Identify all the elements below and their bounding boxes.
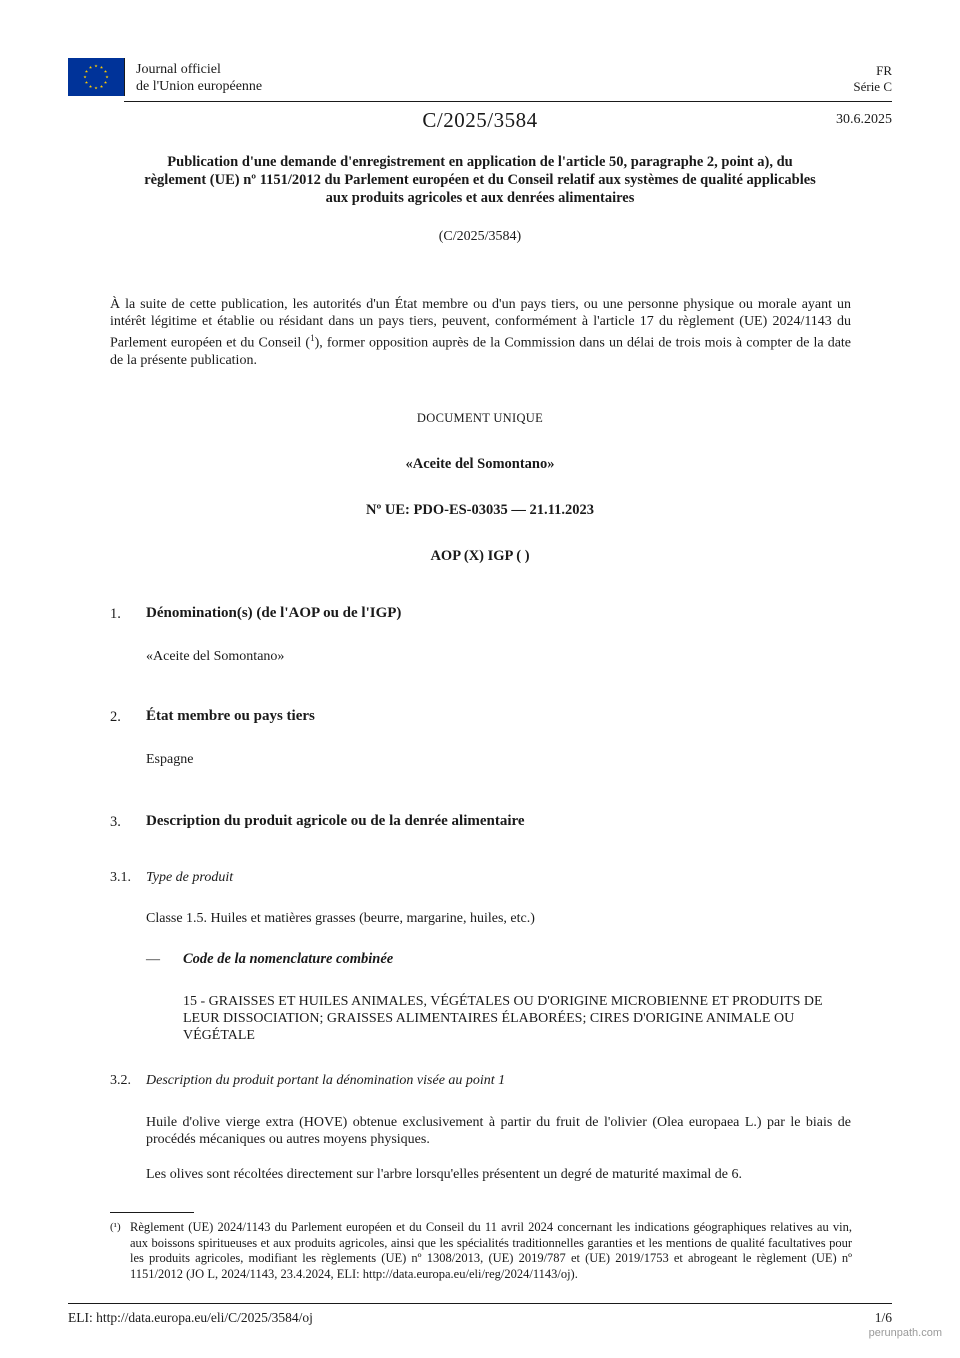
masthead-divider <box>124 58 125 96</box>
section-3-2-title: Description du produit portant la dénomination visée au point 1 <box>146 1073 506 1088</box>
section-2-title: État membre ou pays tiers <box>146 708 315 724</box>
language-code: FR <box>876 63 892 78</box>
section-1-number: 1. <box>110 606 121 622</box>
eu-flag-icon <box>68 58 124 96</box>
watermark: perunpath.com <box>868 1327 942 1339</box>
intro-text-2: ), former opposition auprès de la Commission dans un délai de trois mois à compter de la date de la présente publication. <box>110 335 852 368</box>
publication-title: Publication d'une demande d'enregistrement en application de l'article 50, paragraphe 2, point a), du règlement (UE) nº 1151/2012 du Parlement européen et du Conseil relatif aux systèmes de qualité applicables aux produits agricoles et aux denrées alimentaires <box>144 154 816 206</box>
section-3-1-title: Type de produit <box>146 870 234 885</box>
section-3-number: 3. <box>110 814 121 830</box>
series-label: Série C <box>853 79 892 94</box>
document-number: C/2025/3584 <box>422 108 538 132</box>
eli-link[interactable]: ELI: http://data.europa.eu/eli/C/2025/3584/oj <box>68 1310 313 1325</box>
document-unique-heading: DOCUMENT UNIQUE <box>416 411 544 425</box>
journal-line-2: de l'Union européenne <box>136 79 263 94</box>
product-name: «Aceite del Somontano» <box>405 456 555 472</box>
list-dash: — <box>146 952 160 967</box>
section-1-body: «Aceite del Somontano» <box>146 649 285 664</box>
intro-paragraph <box>110 296 851 369</box>
footnote-ref-link[interactable]: 1 <box>310 333 315 343</box>
footnote-text: Règlement (UE) 2024/1143 du Parlement européen et du Conseil du 11 avril 2024 concernant les indications géographiques relatives au vin, aux boissons spiritueuses et aux produits agricoles, ainsi que les spécialités traditionnelles garanties et les mentions de qualité facultatives pour les produits agricoles, modifiant les règlements (UE) nº 1308/2013, (UE) 2019/787 et (UE) 2019/1753 et abrogeant le règlement (UE) nº 1151/2012 (JO L, 2024/1143, 23.4.2024, ELI: http://data.europa.eu/eli/reg/2024/1143/oj). <box>130 1220 852 1281</box>
section-3-title: Description du produit agricole ou de la denrée alimentaire <box>146 813 525 829</box>
aop-igp-status: AOP (X) IGP ( ) <box>430 548 530 564</box>
footer-rule <box>68 1303 892 1304</box>
section-3-2-paragraph-1: Huile d'olive vierge extra (HOVE) obtenue exclusivement à partir du fruit de l'olivier (Olea europaea L.) par le biais de procédés mécaniques ou autres moyens physiques. <box>146 1115 851 1147</box>
section-1-title: Dénomination(s) (de l'AOP ou de l'IGP) <box>146 605 402 621</box>
footnote-rule <box>110 1212 194 1213</box>
journal-title <box>136 61 262 95</box>
ue-number: Nº UE: PDO-ES-03035 — 21.11.2023 <box>366 502 594 518</box>
publication-date: 30.6.2025 <box>836 112 892 127</box>
footnote-mark: (¹) <box>110 1221 121 1233</box>
language-series <box>853 63 892 95</box>
section-3-1-number: 3.1. <box>110 870 131 885</box>
cn-code-text: 15 - GRAISSES ET HUILES ANIMALES, VÉGÉTALES OU D'ORIGINE MICROBIENNE ET PRODUITS DE LEUR DISSOCIATION; GRAISSES ALIMENTAIRES ÉLABORÉES; CIRES D'ORIGINE ANIMALE OU VÉGÉTALE <box>183 994 823 1043</box>
section-3-2-number: 3.2. <box>110 1073 131 1088</box>
journal-line-1: Journal officiel <box>136 62 221 77</box>
section-2-number: 2. <box>110 709 121 725</box>
page-number: 1/6 <box>874 1310 892 1325</box>
section-3-2-paragraph-2: Les olives sont récoltées directement sur l'arbre lorsqu'elles présentent un degré de maturité maximal de 6. <box>146 1167 742 1182</box>
intro-text-1: À la suite de cette publication, les autorités d'un État membre ou d'un pays tiers, ou une personne physique ou morale ayant un intérêt légitime et établie ou résidant dans un pays tiers, peuvent, conformément à l'article 17 du règlement (UE) 2024/1143 du Parlement européen et du Conseil ( <box>110 297 851 351</box>
cn-code-label: Code de la nomenclature combinée <box>183 951 394 967</box>
header-rule <box>124 101 892 102</box>
document-reference: (C/2025/3584) <box>438 229 522 244</box>
section-3-1-body: Classe 1.5. Huiles et matières grasses (beurre, margarine, huiles, etc.) <box>146 911 535 926</box>
section-2-body: Espagne <box>146 752 194 767</box>
